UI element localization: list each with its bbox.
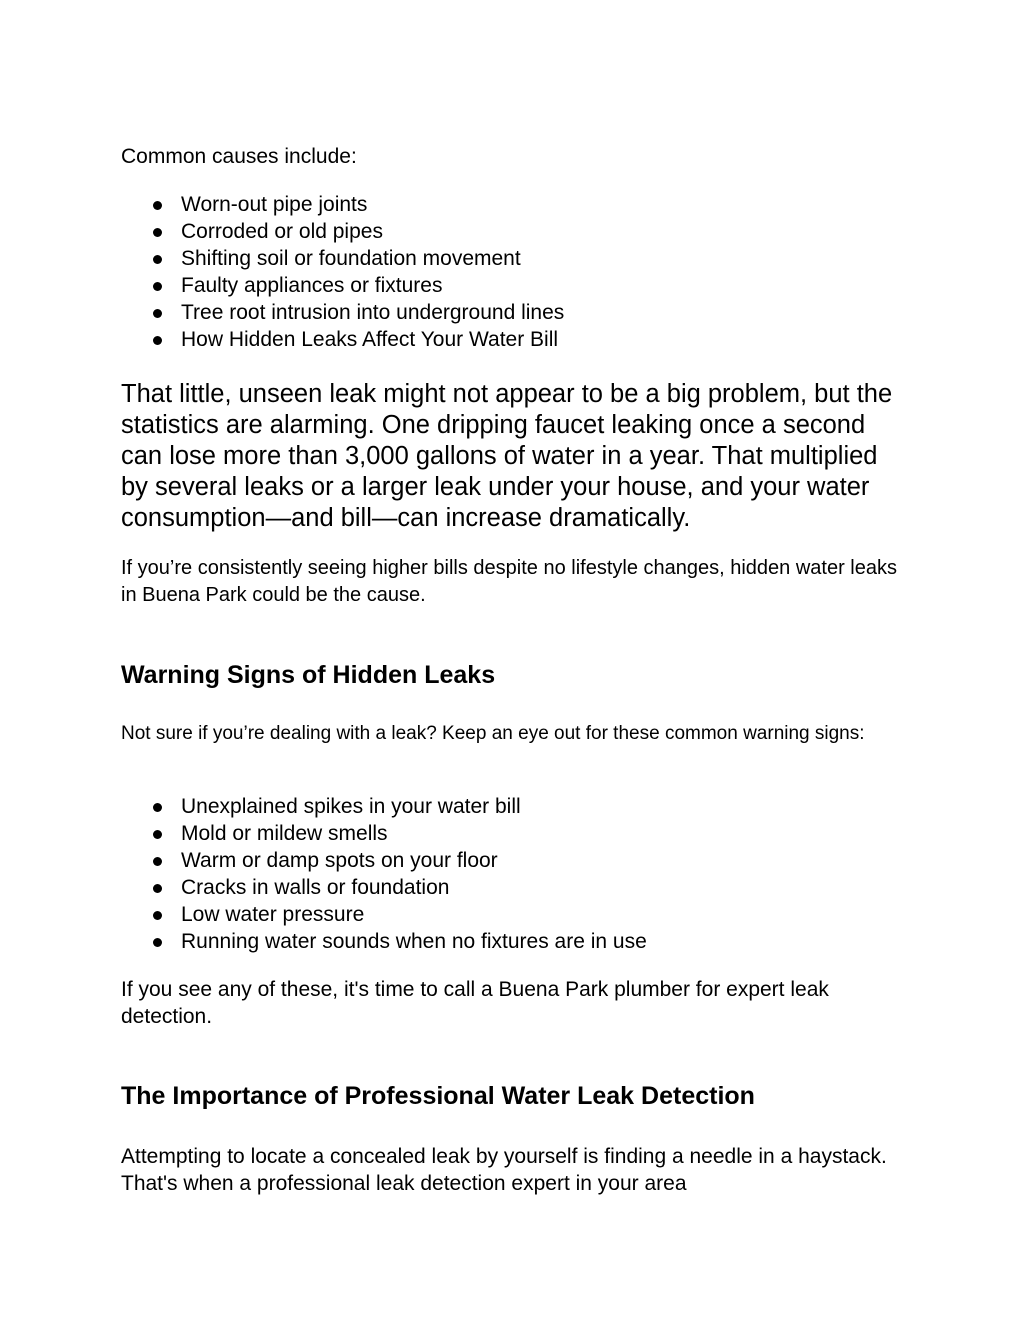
- bullet-icon: [153, 803, 162, 812]
- list-item-text: Low water pressure: [181, 903, 365, 926]
- bullet-icon: [153, 201, 162, 210]
- list-item: [121, 874, 647, 901]
- bullet-icon: [153, 309, 162, 318]
- list-item-text: Tree root intrusion into underground lines: [181, 301, 565, 324]
- list-item: [121, 847, 647, 874]
- list-item-text: Cracks in walls or foundation: [181, 876, 450, 899]
- list-item-text: Warm or damp spots on your floor: [181, 849, 498, 872]
- bullet-icon: [153, 884, 162, 893]
- causes-list: [121, 191, 564, 353]
- bullet-icon: [153, 228, 162, 237]
- bills-paragraph: If you’re consistently seeing higher bills despite no lifestyle changes, hidden water leaks in Buena Park could be the cause.: [121, 557, 897, 606]
- warning-signs-list: [121, 793, 647, 955]
- bullet-icon: [153, 282, 162, 291]
- list-item-text: Corroded or old pipes: [181, 220, 383, 243]
- list-item: [121, 820, 647, 847]
- causes-intro: Common causes include:: [121, 145, 357, 168]
- call-plumber-paragraph: If you see any of these, it's time to call a Buena Park plumber for expert leak detection.: [121, 978, 829, 1028]
- list-item-text: Mold or mildew smells: [181, 822, 388, 845]
- bullet-icon: [153, 857, 162, 866]
- list-item: [121, 326, 564, 353]
- list-item-text: How Hidden Leaks Affect Your Water Bill: [181, 328, 559, 351]
- list-item-text: Running water sounds when no fixtures are in use: [181, 930, 647, 953]
- bullet-icon: [153, 911, 162, 920]
- bullet-icon: [153, 336, 162, 345]
- statistics-paragraph: That little, unseen leak might not appear to be a big problem, but the statistics are alarming. One dripping faucet leaking once a second can lose more than 3,000 gallons of water in a year. That multiplied by several leaks or a larger leak under your house, and your water consumption—and bill—can increase dramatically.: [121, 380, 893, 532]
- list-item: [121, 928, 647, 955]
- list-item: [121, 272, 564, 299]
- warning-signs-heading: Warning Signs of Hidden Leaks: [121, 661, 496, 689]
- bullet-icon: [153, 938, 162, 947]
- attempt-paragraph: Attempting to locate a concealed leak by yourself is finding a needle in a haystack. That's when a professional leak detection expert in your area: [121, 1145, 887, 1195]
- list-item: [121, 218, 564, 245]
- importance-heading: The Importance of Professional Water Leak Detection: [121, 1082, 755, 1110]
- list-item: [121, 299, 564, 326]
- list-item-text: Worn-out pipe joints: [181, 193, 368, 216]
- list-item: [121, 793, 647, 820]
- bullet-icon: [153, 255, 162, 264]
- list-item: [121, 245, 564, 272]
- list-item: [121, 191, 564, 218]
- list-item: [121, 901, 647, 928]
- bullet-icon: [153, 830, 162, 839]
- list-item-text: Faulty appliances or fixtures: [181, 274, 443, 297]
- list-item-text: Unexplained spikes in your water bill: [181, 795, 521, 818]
- warning-intro-paragraph: Not sure if you’re dealing with a leak? Keep an eye out for these common warning signs:: [121, 723, 865, 744]
- list-item-text: Shifting soil or foundation movement: [181, 247, 521, 270]
